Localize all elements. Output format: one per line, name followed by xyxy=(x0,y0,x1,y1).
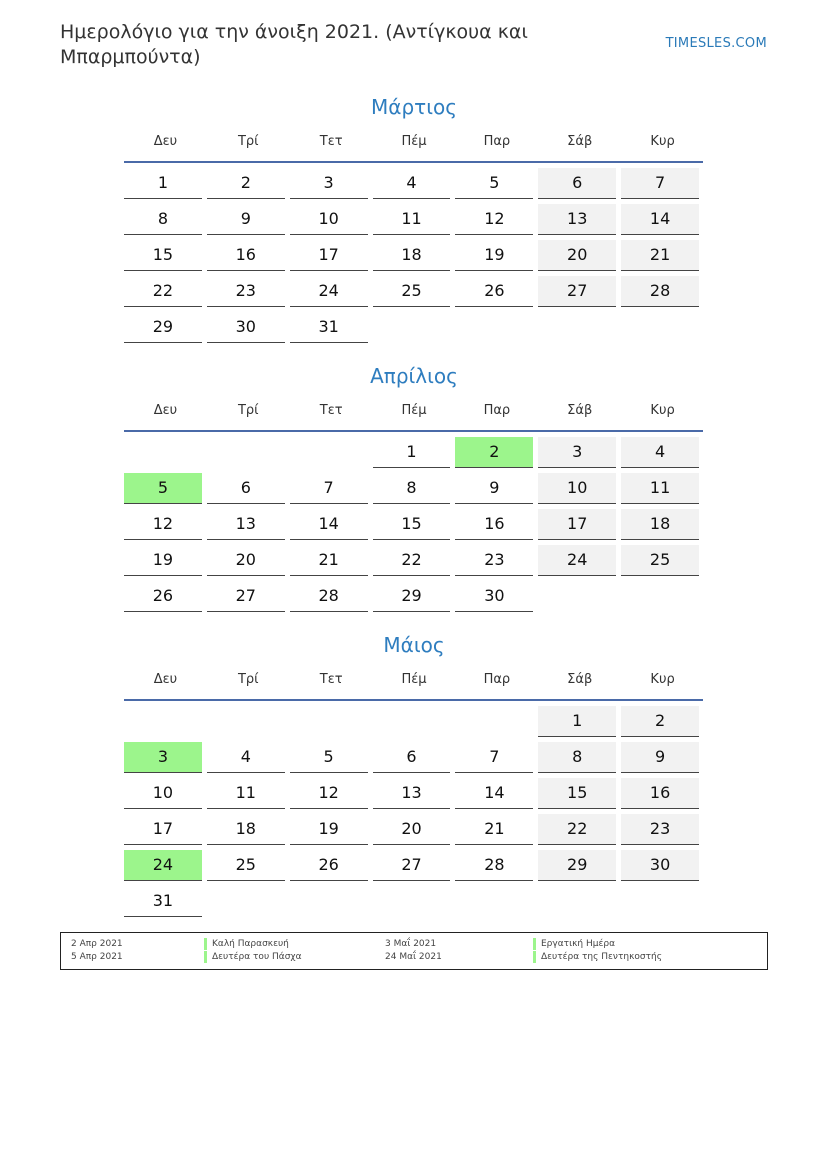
empty-day-cell xyxy=(290,706,368,737)
day-cell[interactable]: 18 xyxy=(621,509,699,540)
legend-date: 5 Απρ 2021 xyxy=(71,952,123,962)
day-cell[interactable]: 19 xyxy=(455,240,533,271)
day-cell[interactable]: 15 xyxy=(538,778,616,809)
weekday-header xyxy=(124,390,704,430)
empty-day-cell xyxy=(621,312,699,343)
month-block xyxy=(124,93,704,348)
legend-holiday-name: Δευτέρα της Πεντηκοστής xyxy=(533,951,662,963)
month-block xyxy=(124,362,704,617)
day-cell[interactable]: 21 xyxy=(290,545,368,576)
holiday-day-cell[interactable]: 24 xyxy=(124,850,202,881)
weekday-label: Δευ xyxy=(153,402,178,418)
day-cell[interactable]: 22 xyxy=(373,545,451,576)
empty-day-cell xyxy=(124,437,202,468)
empty-day-cell xyxy=(373,706,451,737)
legend-holiday-name: Εργατική Ημέρα xyxy=(533,938,615,950)
week-row xyxy=(124,168,704,204)
day-cell[interactable]: 30 xyxy=(455,581,533,612)
day-cell[interactable]: 4 xyxy=(207,742,285,773)
day-cell[interactable]: 20 xyxy=(207,545,285,576)
day-cell[interactable]: 28 xyxy=(290,581,368,612)
empty-day-cell xyxy=(207,886,285,917)
day-cell[interactable]: 29 xyxy=(538,850,616,881)
day-cell[interactable]: 5 xyxy=(290,742,368,773)
day-cell[interactable]: 15 xyxy=(373,509,451,540)
week-row xyxy=(124,742,704,778)
day-cell[interactable]: 25 xyxy=(373,276,451,307)
day-cell[interactable]: 8 xyxy=(538,742,616,773)
week-row xyxy=(124,886,704,922)
day-cell[interactable]: 15 xyxy=(124,240,202,271)
empty-day-cell xyxy=(290,437,368,468)
day-cell[interactable]: 28 xyxy=(621,276,699,307)
weekday-label: Σάβ xyxy=(567,402,593,418)
day-cell[interactable]: 17 xyxy=(124,814,202,845)
day-cell[interactable]: 3 xyxy=(290,168,368,199)
day-cell[interactable]: 9 xyxy=(207,204,285,235)
day-cell[interactable]: 10 xyxy=(538,473,616,504)
legend-holiday-name: Δευτέρα του Πάσχα xyxy=(204,951,302,963)
day-cell[interactable]: 27 xyxy=(373,850,451,881)
day-cell[interactable]: 9 xyxy=(455,473,533,504)
empty-day-cell xyxy=(373,886,451,917)
weekday-label: Παρ xyxy=(483,133,511,149)
site-link[interactable]: TIMESLES.COM xyxy=(665,36,767,51)
day-cell[interactable]: 1 xyxy=(373,437,451,468)
month-name: Μάιος xyxy=(383,633,445,657)
day-cell[interactable]: 31 xyxy=(290,312,368,343)
day-cell[interactable]: 22 xyxy=(124,276,202,307)
week-row xyxy=(124,437,704,473)
day-cell[interactable]: 24 xyxy=(538,545,616,576)
empty-day-cell xyxy=(207,437,285,468)
week-row xyxy=(124,706,704,742)
empty-day-cell xyxy=(538,886,616,917)
day-cell[interactable]: 13 xyxy=(207,509,285,540)
weekday-label: Τετ xyxy=(319,133,343,149)
day-cell[interactable]: 26 xyxy=(455,276,533,307)
week-row xyxy=(124,778,704,814)
day-cell[interactable]: 2 xyxy=(621,706,699,737)
day-cell[interactable]: 20 xyxy=(373,814,451,845)
month-block xyxy=(124,631,704,922)
day-grid xyxy=(124,163,704,348)
weekday-label: Παρ xyxy=(483,671,511,687)
day-cell[interactable]: 19 xyxy=(124,545,202,576)
legend-date: 2 Απρ 2021 xyxy=(71,939,123,949)
legend-date: 24 Μαΐ 2021 xyxy=(385,952,442,962)
day-cell[interactable]: 12 xyxy=(455,204,533,235)
day-cell[interactable]: 23 xyxy=(455,545,533,576)
day-cell[interactable]: 16 xyxy=(207,240,285,271)
day-cell[interactable]: 6 xyxy=(207,473,285,504)
weekday-label: Πέμ xyxy=(401,671,427,687)
day-cell[interactable]: 7 xyxy=(455,742,533,773)
day-cell[interactable]: 28 xyxy=(455,850,533,881)
day-cell[interactable]: 9 xyxy=(621,742,699,773)
day-cell[interactable]: 6 xyxy=(538,168,616,199)
day-cell[interactable]: 21 xyxy=(455,814,533,845)
holiday-day-cell[interactable]: 3 xyxy=(124,742,202,773)
weekday-label: Παρ xyxy=(483,402,511,418)
day-cell[interactable]: 6 xyxy=(373,742,451,773)
weekday-label: Δευ xyxy=(153,671,178,687)
page-title: Ημερολόγιο για την άνοιξη 2021. (Αντίγκουα και Μπαρμπούντα) xyxy=(60,21,528,68)
day-cell[interactable]: 16 xyxy=(621,778,699,809)
day-cell[interactable]: 7 xyxy=(621,168,699,199)
weekday-header xyxy=(124,121,704,161)
weekday-label: Πέμ xyxy=(401,402,427,418)
day-cell[interactable]: 8 xyxy=(373,473,451,504)
empty-day-cell xyxy=(373,312,451,343)
week-row xyxy=(124,814,704,850)
empty-day-cell xyxy=(455,312,533,343)
day-cell[interactable]: 2 xyxy=(207,168,285,199)
day-cell[interactable]: 24 xyxy=(290,276,368,307)
day-cell[interactable]: 12 xyxy=(124,509,202,540)
weekday-label: Κυρ xyxy=(650,133,675,149)
day-cell[interactable]: 23 xyxy=(621,814,699,845)
empty-day-cell xyxy=(290,886,368,917)
day-cell[interactable]: 18 xyxy=(207,814,285,845)
empty-day-cell xyxy=(455,706,533,737)
week-row xyxy=(124,509,704,545)
day-cell[interactable]: 14 xyxy=(621,204,699,235)
day-cell[interactable]: 18 xyxy=(373,240,451,271)
day-cell[interactable]: 25 xyxy=(207,850,285,881)
empty-day-cell xyxy=(621,581,699,612)
week-row xyxy=(124,473,704,509)
day-cell[interactable]: 11 xyxy=(621,473,699,504)
day-cell[interactable]: 5 xyxy=(455,168,533,199)
day-cell[interactable]: 3 xyxy=(538,437,616,468)
holiday-legend xyxy=(60,932,768,970)
day-cell[interactable]: 1 xyxy=(538,706,616,737)
day-cell[interactable]: 14 xyxy=(290,509,368,540)
day-grid xyxy=(124,701,704,922)
day-cell[interactable]: 16 xyxy=(455,509,533,540)
day-cell[interactable]: 7 xyxy=(290,473,368,504)
day-cell[interactable]: 17 xyxy=(538,509,616,540)
weekday-label: Τρί xyxy=(237,133,259,149)
weekday-label: Δευ xyxy=(153,133,178,149)
week-row xyxy=(124,276,704,312)
weekday-label: Τρί xyxy=(237,671,259,687)
day-cell[interactable]: 1 xyxy=(124,168,202,199)
week-row xyxy=(124,850,704,886)
month-name: Απρίλιος xyxy=(370,364,458,388)
empty-day-cell xyxy=(538,581,616,612)
day-cell[interactable]: 13 xyxy=(373,778,451,809)
weekday-label: Σάβ xyxy=(567,133,593,149)
legend-holiday-name: Καλή Παρασκευή xyxy=(204,938,289,950)
day-cell[interactable]: 26 xyxy=(290,850,368,881)
empty-day-cell xyxy=(621,886,699,917)
day-cell[interactable]: 17 xyxy=(290,240,368,271)
legend-date: 3 Μαΐ 2021 xyxy=(385,939,437,949)
week-row xyxy=(124,204,704,240)
empty-day-cell xyxy=(124,706,202,737)
day-cell[interactable]: 19 xyxy=(290,814,368,845)
day-cell[interactable]: 12 xyxy=(290,778,368,809)
empty-day-cell xyxy=(538,312,616,343)
day-cell[interactable]: 4 xyxy=(373,168,451,199)
day-cell[interactable]: 11 xyxy=(207,778,285,809)
day-cell[interactable]: 31 xyxy=(124,886,202,917)
week-row xyxy=(124,545,704,581)
day-cell[interactable]: 30 xyxy=(621,850,699,881)
month-name: Μάρτιος xyxy=(371,95,457,119)
weekday-label: Κυρ xyxy=(650,402,675,418)
day-cell[interactable]: 22 xyxy=(538,814,616,845)
week-row xyxy=(124,240,704,276)
day-grid xyxy=(124,432,704,617)
day-cell[interactable]: 25 xyxy=(621,545,699,576)
day-cell[interactable]: 10 xyxy=(290,204,368,235)
day-cell[interactable]: 4 xyxy=(621,437,699,468)
day-cell[interactable]: 10 xyxy=(124,778,202,809)
holiday-day-cell[interactable]: 2 xyxy=(455,437,533,468)
weekday-label: Κυρ xyxy=(650,671,675,687)
day-cell[interactable]: 29 xyxy=(124,312,202,343)
weekday-label: Τετ xyxy=(319,671,343,687)
day-cell[interactable]: 13 xyxy=(538,204,616,235)
day-cell[interactable]: 14 xyxy=(455,778,533,809)
day-cell[interactable]: 20 xyxy=(538,240,616,271)
day-cell[interactable]: 8 xyxy=(124,204,202,235)
holiday-day-cell[interactable]: 5 xyxy=(124,473,202,504)
weekday-label: Τετ xyxy=(319,402,343,418)
weekday-label: Τρί xyxy=(237,402,259,418)
day-cell[interactable]: 26 xyxy=(124,581,202,612)
week-row xyxy=(124,581,704,617)
day-cell[interactable]: 11 xyxy=(373,204,451,235)
empty-day-cell xyxy=(455,886,533,917)
day-cell[interactable]: 23 xyxy=(207,276,285,307)
weekday-label: Πέμ xyxy=(401,133,427,149)
day-cell[interactable]: 27 xyxy=(538,276,616,307)
weekday-header xyxy=(124,659,704,699)
day-cell[interactable]: 21 xyxy=(621,240,699,271)
weekday-label: Σάβ xyxy=(567,671,593,687)
empty-day-cell xyxy=(207,706,285,737)
day-cell[interactable]: 27 xyxy=(207,581,285,612)
day-cell[interactable]: 29 xyxy=(373,581,451,612)
week-row xyxy=(124,312,704,348)
day-cell[interactable]: 30 xyxy=(207,312,285,343)
